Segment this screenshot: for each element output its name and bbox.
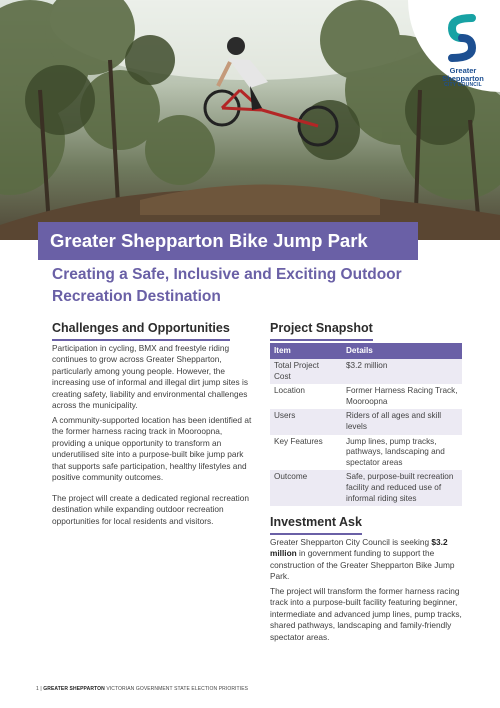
footer-org: GREATER SHEPPARTON [43,686,105,692]
challenges-paragraph-2: A community-supported location has been identified at the former harness racing track in Mooroopna, providing a unique opportunity to transform an underutilised site into a purpose-built bike jump park that supports safe participation, healthy lifestyles and positive community outcomes. [52,415,252,483]
page-subtitle [52,264,472,308]
snapshot-heading: Project Snapshot [270,320,373,341]
investment-p1-after: in government funding to support the construction of the Greater Shepparton Bike Jump Park. [270,548,455,582]
table-row [270,470,462,506]
snapshot-table [270,343,462,506]
snapshot-header-row [270,343,462,359]
challenges-paragraph-1: Participation in cycling, BMX and freestyle riding continues to grow across Greater Shepparton, particularly among young people. However, the increasing use of informal and illegal dirt jump sites is creating safety, liability and environmental challenges across the municipality. [52,343,248,411]
subtitle-line-2: Recreation Destination [52,288,221,305]
table-row [270,384,462,409]
logo-line-shepparton: Shepparton [442,74,484,83]
footer-text: VICTORIAN GOVERNMENT STATE ELECTION PRIORITIES [106,686,249,692]
snapshot-item-cell: Key Features [274,436,323,446]
investment-heading: Investment Ask [270,514,362,535]
snapshot-details-cell: Former Harness Racing Track, Mooroopna [346,386,458,406]
snapshot-details-cell: Riders of all ages and skill levels [342,409,462,434]
council-s-mark-icon [448,14,476,62]
investment-paragraph-1 [270,537,462,583]
page-title: Greater Shepparton Bike Jump Park [38,222,418,260]
snapshot-item-cell: Total Project Cost [270,359,342,384]
snapshot-item-cell: Users [270,409,342,434]
challenges-paragraph-3: The project will create a dedicated regional recreation destination while expanding outdoor recreation opportunities for local residents and visitors. [52,493,249,526]
subtitle-line-1: Creating a Safe, Inclusive and Exciting Outdoor [52,266,402,283]
challenges-heading: Challenges and Opportunities [52,320,230,341]
snapshot-details-cell: $3.2 million [342,359,462,384]
investment-p1-before: Greater Shepparton City Council is seeking [270,537,432,547]
table-row [270,435,462,471]
page-footer [36,686,248,692]
snapshot-item-cell: Outcome [270,470,342,506]
snapshot-col-details: Details [342,343,462,359]
table-row [270,409,462,434]
logo-line-greater: Greater [449,66,477,75]
table-row [270,359,462,384]
footer-page-number: 1 | [36,686,42,692]
snapshot-col-item: Item [270,343,342,359]
snapshot-details-cell: Safe, purpose-built recreation facility and reduced use of informal riding sites [342,470,462,506]
snapshot-details-cell: Jump lines, pump tracks, pathways, landscaping and spectator areas [346,436,445,467]
investment-paragraph-2: The project will transform the former harness racing track into a purpose-built facility featuring beginner, intermediate and advanced jump lines, pump tracks, shared pathways, landscaping and family-friendly spectator areas. [270,586,462,642]
logo-line-city-council: CITY COUNCIL [444,82,482,88]
investment-amount: $3.2 million [270,537,448,559]
snapshot-item-cell: Location [274,386,305,396]
